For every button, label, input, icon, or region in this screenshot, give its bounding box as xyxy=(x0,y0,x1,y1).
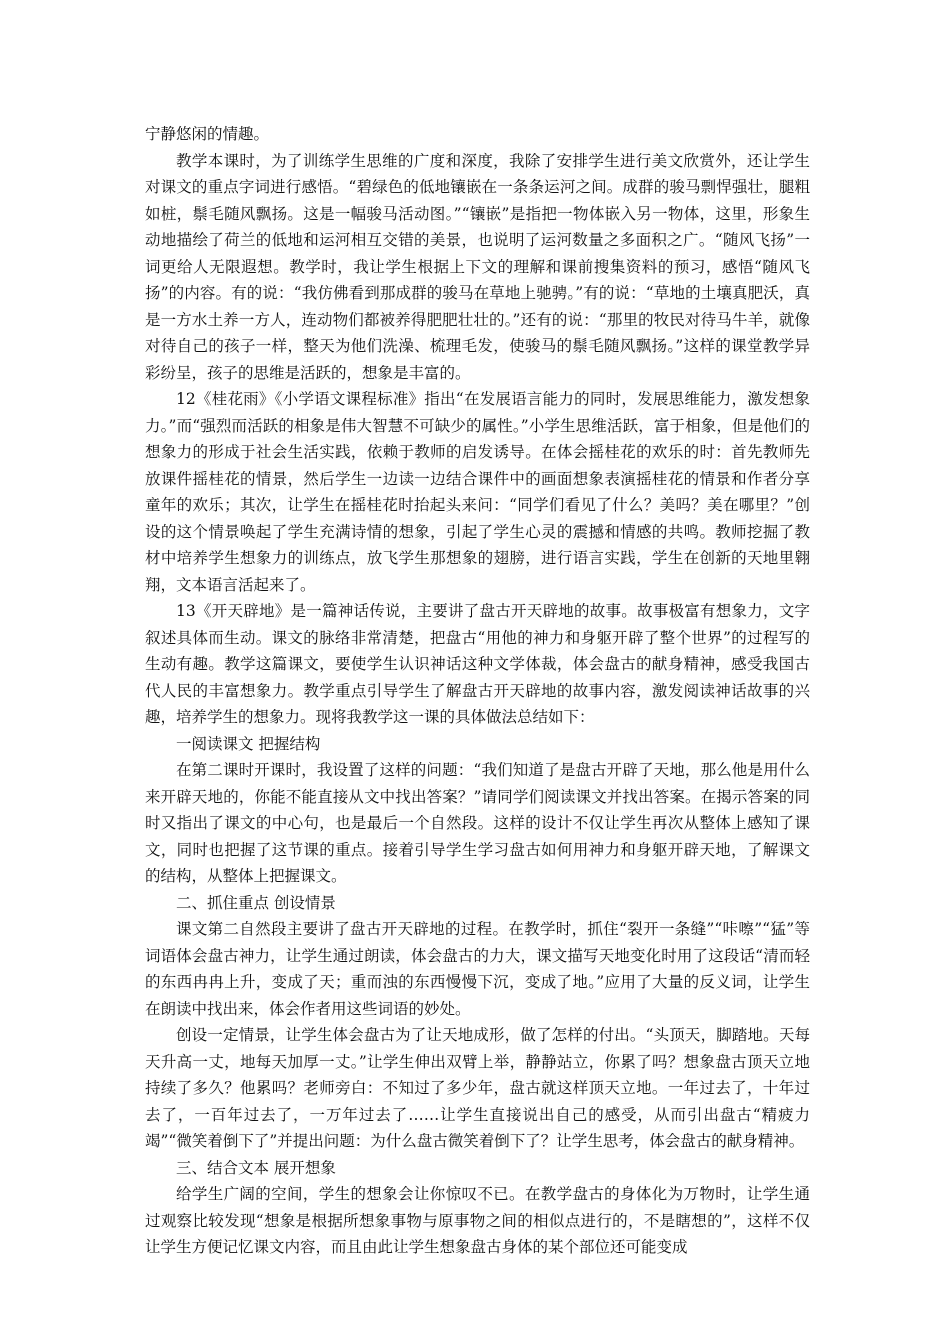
section-heading-key-points: 二、抓住重点 创设情景 xyxy=(176,893,336,912)
document-body xyxy=(145,121,810,1261)
paragraph-create-scene: 创设一定情景，让学生体会盘古为了让天地成形，做了怎样的付出。“头顶天，脚踏地。天每天升高一丈，地每天加厚一丈。”让学生伸出双臂上举，静静站立，你累了吗？想象盘古顶天立地持续了多久？他累吗？老师旁白：不知过了多少年，盘古就这样顶天立地。一年过去了，十年过去了，一百年过去了，一万年过去了……让学生直接说出自己的感受，从而引出盘古“精疲力竭”“微笑着倒下了”并提出问题：为什么盘古微笑着倒下了？让学生思考，体会盘古的献身精神。 xyxy=(145,1026,810,1150)
section-heading-imagination: 三、结合文本 展开想象 xyxy=(176,1158,336,1177)
paragraph-continuation: 宁静悠闲的情趣。 xyxy=(145,125,270,143)
paragraph-read-text: 在第二课时开课时，我设置了这样的问题：“我们知道了是盘古开辟了天地，那么他是用什么来开辟天地的，你能不能直接从文中找出答案？”请同学们阅读课文并找出答案。在揭示答案的同时又指出了课文的中心句，也是最后一个自然段。这样的设计不仅让学生再次从整体上感知了课文，同时也把握了这节课的重点。接着引导学生学习盘古如何用神力和身躯开辟天地，了解课文的结构，从整体上把握课文。 xyxy=(145,761,810,885)
paragraph-imagination: 给学生广阔的空间，学生的想象会让你惊叹不已。在教学盘古的身体化为万物时，让学生通过观察比较发现“想象是根据所想象事物与原事物之间的相似点进行的，不是瞎想的”，这样不仅让学生方便记忆课文内容，而且由此让学生想象盘古身体的某个部位还可能变成 xyxy=(145,1185,810,1256)
paragraph-creation-myth: 13《开天辟地》是一篇神话传说，主要讲了盘古开天辟地的故事。故事极富有想象力，文字叙述具体而生动。课文的脉络非常清楚，把盘古“用他的神力和身躯开辟了整个世界”的过程写的生动有趣。教学这篇课文，要使学生认识神话这种文学体裁，体会盘古的献身精神，感受我国古代人民的丰富想象力。教学重点引导学生了解盘古开天辟地的故事内容，激发阅读神话故事的兴趣，培养学生的想象力。现将我教学这一课的具体做法总结如下： xyxy=(145,602,810,726)
paragraph-osmanthus-rain: 12《桂花雨》《小学语文课程标准》指出“在发展语言能力的同时，发展思维能力，激发想象力。”而“强烈而活跃的相象是伟大智慧不可缺少的属性。”小学生思维活跃，富于相象，但是他们的想象力的形成于社会生活实践，依赖于教师的启发诱导。在体会摇桂花的欢乐的时：首先教师先放课件摇桂花的情景，然后学生一边读一边结合课件中的画面想象表演摇桂花的情景和作者分享童年的欢乐；其次，让学生在摇桂花时抬起头来问：“同学们看见了什么？美吗？美在哪里？”创设的这个情景唤起了学生充满诗情的想象，引起了学生心灵的震撼和情感的共鸣。教师挖掘了教材中培养学生想象力的训练点，放飞学生那想象的翅膀，进行语言实践，学生在创新的天地里翱翔，文本语言活起来了。 xyxy=(145,390,810,594)
section-heading-read-text: 一阅读课文 把握结构 xyxy=(176,734,321,753)
paragraph-key-points: 课文第二自然段主要讲了盘古开天辟地的过程。在教学时，抓住“裂开一条缝”“咔嚓”“猛”等词语体会盘古神力，让学生通过朗读，体会盘古的力大，课文描写天地变化时用了这段话“清而轻的东西冉冉上升，变成了天；重而浊的东西慢慢下沉，变成了地。”应用了大量的反义词，让学生在朗读中找出来，体会作者用这些词语的妙处。 xyxy=(145,920,810,1018)
paragraph-lesson-vocabulary: 教学本课时，为了训练学生思维的广度和深度，我除了安排学生进行美文欣赏外，还让学生对课文的重点字词进行感悟。“碧绿色的低地镶嵌在一条条运河之间。成群的骏马剽悍强壮，腿粗如桩，鬃毛随风飘扬。这是一幅骏马活动图。”“镶嵌”是指把一物体嵌入另一物体，这里，形象生动地描绘了荷兰的低地和运河相互交错的美景，也说明了运河数量之多面积之广。“随风飞扬”一词更给人无限遐想。教学时，我让学生根据上下文的理解和课前搜集资料的预习，感悟“随风飞扬”的内容。有的说：“我仿佛看到那成群的骏马在草地上驰骋。”有的说：“草地的土壤真肥沃，真是一方水土养一方人，连动物们都被养得肥肥壮壮的。”还有的说：“那里的牧民对待马牛羊，就像对待自己的孩子一样，整天为他们洗澡、梳理毛发，使骏马的鬃毛随风飘扬。”这样的课堂教学异彩纷呈，孩子的思维是活跃的，想象是丰富的。 xyxy=(145,151,810,382)
